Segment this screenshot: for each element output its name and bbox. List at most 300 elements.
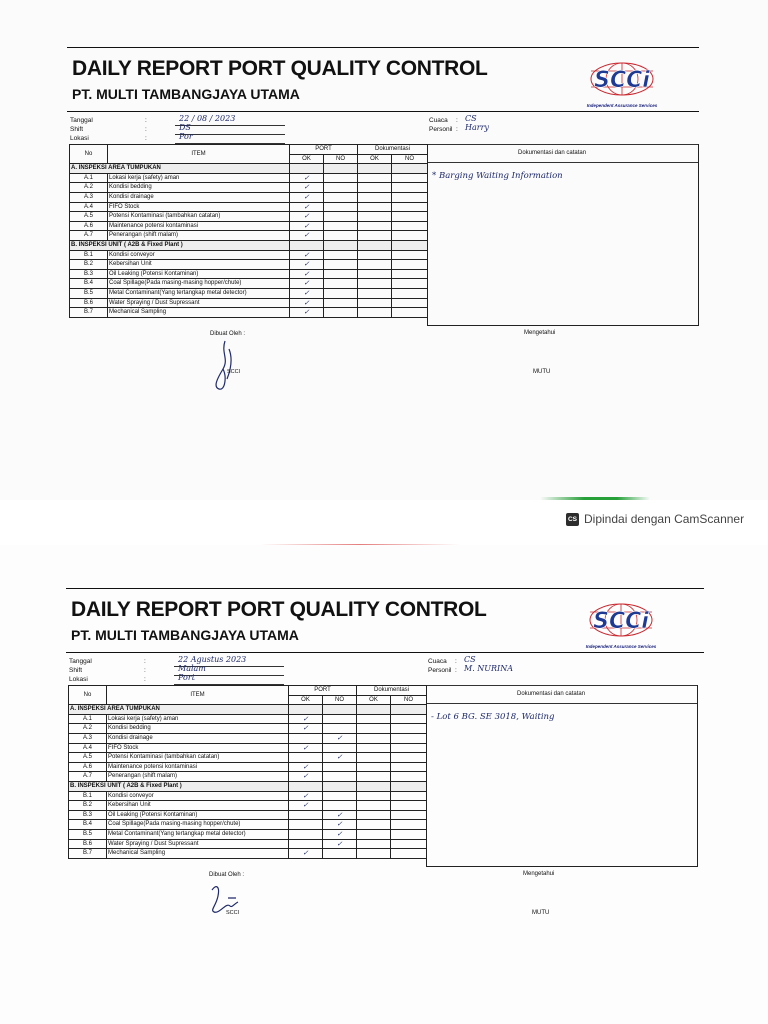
personil-label: Personil — [429, 126, 453, 133]
logo-tagline: Independent Assurance Services — [586, 103, 658, 108]
dok-no-mark[interactable] — [392, 173, 428, 183]
dok-ok-mark[interactable] — [358, 183, 392, 193]
dok-ok-mark[interactable] — [358, 202, 392, 212]
dok-no-mark[interactable] — [392, 308, 428, 318]
port-ok-mark[interactable]: ✓ — [290, 183, 324, 193]
shift-label: Shift — [70, 126, 84, 133]
lokasi-value: Por — [179, 132, 193, 141]
port-no-mark[interactable] — [324, 260, 358, 270]
port-no-header: NO — [323, 695, 357, 705]
col-port-header: PORT — [290, 145, 358, 155]
dok-ok-mark[interactable] — [358, 298, 392, 308]
port-no-mark[interactable] — [323, 801, 357, 811]
port-no-mark[interactable] — [324, 250, 358, 260]
item-no: A.2 — [69, 724, 107, 734]
dok-ok-mark[interactable] — [357, 839, 391, 849]
dok-no-mark[interactable] — [392, 250, 428, 260]
table-row — [70, 221, 428, 231]
item-no: A.3 — [70, 192, 108, 202]
item-name: Kondisi bedding — [107, 724, 289, 734]
table-row — [69, 753, 427, 763]
item-name: Water Spraying / Dust Supressant — [108, 298, 290, 308]
report-page-2 — [66, 588, 704, 948]
tanggal-colon: : — [144, 658, 146, 665]
lokasi-colon: : — [144, 676, 146, 683]
dok-ok-mark[interactable] — [358, 260, 392, 270]
item-name: Mechanical Sampling — [107, 849, 289, 859]
table-row — [70, 279, 428, 289]
table-row — [70, 202, 428, 212]
table-row — [69, 724, 427, 734]
notes-value[interactable]: * Barging Waiting Information — [432, 171, 563, 181]
dok-no-mark[interactable] — [392, 269, 428, 279]
notes-top-rule — [428, 144, 698, 145]
port-no-mark[interactable] — [323, 849, 357, 859]
cuaca-colon: : — [455, 658, 457, 665]
personil-colon: : — [455, 667, 457, 674]
dok-no-mark[interactable] — [392, 298, 428, 308]
dok-ok-mark[interactable] — [358, 192, 392, 202]
item-no: B.7 — [69, 849, 107, 859]
dok-no-mark[interactable] — [392, 288, 428, 298]
item-no: A.1 — [69, 714, 107, 724]
camscanner-watermark — [566, 512, 744, 526]
port-ok-mark[interactable]: ✓ — [290, 231, 324, 241]
port-ok-mark[interactable]: ✓ — [290, 221, 324, 231]
dok-ok-mark[interactable] — [357, 820, 391, 830]
section-cell — [323, 781, 357, 791]
item-no: B.3 — [70, 269, 108, 279]
tanggal-label: Tanggal — [69, 658, 92, 665]
item-name: Kebersihan Unit — [107, 801, 289, 811]
item-name: Lokasi kerja (safety) aman — [108, 173, 290, 183]
dok-no-mark[interactable] — [391, 801, 427, 811]
item-no: A.7 — [69, 772, 107, 782]
port-no-mark[interactable] — [323, 762, 357, 772]
cuaca-value: CS — [465, 114, 477, 123]
table-row — [70, 173, 428, 183]
col-item-header: ITEM — [108, 145, 290, 164]
dok-ok-mark[interactable] — [358, 250, 392, 260]
dok-no-mark[interactable] — [391, 829, 427, 839]
dok-no-mark[interactable] — [392, 183, 428, 193]
dok-no-mark[interactable] — [391, 743, 427, 753]
dok-ok-mark[interactable] — [357, 791, 391, 801]
section-cell — [324, 164, 358, 174]
port-no-mark[interactable] — [324, 298, 358, 308]
section-row — [70, 240, 428, 250]
item-name: Oil Leaking (Potensi Kontaminan) — [107, 810, 289, 820]
logo-tagline: Independent Assurance Services — [585, 644, 657, 649]
shift-value: DS — [179, 123, 191, 132]
section-cell — [324, 240, 358, 250]
section-row — [69, 705, 427, 715]
table-row — [69, 791, 427, 801]
dok-ok-mark[interactable] — [357, 714, 391, 724]
table-row — [70, 308, 428, 318]
port-no-mark[interactable] — [324, 288, 358, 298]
shift-value: Malam — [178, 664, 206, 673]
col-dokumentasi-header: Dokumentasi — [358, 145, 428, 155]
notes-header-rule — [428, 162, 698, 163]
cuaca-label: Cuaca — [428, 658, 447, 665]
table-row — [69, 810, 427, 820]
section-cell — [290, 240, 324, 250]
dok-no-mark[interactable] — [391, 762, 427, 772]
port-ok-mark[interactable]: ✓ — [289, 762, 323, 772]
item-name: Kondisi drainage — [108, 192, 290, 202]
table-row — [70, 192, 428, 202]
port-ok-mark[interactable]: ✓ — [290, 279, 324, 289]
mutu-sign-label: MUTU — [532, 910, 550, 916]
dok-no-mark[interactable] — [391, 714, 427, 724]
scci-sign-label: SCCI — [227, 369, 241, 375]
table-row — [70, 212, 428, 222]
globe-icon — [572, 61, 672, 103]
table-row — [70, 231, 428, 241]
port-ok-mark[interactable] — [289, 820, 323, 830]
section-title: A. INSPEKSI AREA TUMPUKAN — [69, 705, 289, 715]
report-page-1 — [67, 47, 699, 407]
checklist-table — [68, 685, 427, 859]
item-name: Oil Leaking (Potensi Kontaminan) — [108, 269, 290, 279]
dok-no-mark[interactable] — [391, 810, 427, 820]
item-name: Kondisi bedding — [108, 183, 290, 193]
section-cell — [392, 240, 428, 250]
lokasi-colon: : — [145, 135, 147, 142]
item-no: B.7 — [70, 308, 108, 318]
item-name: Coal Spillage(Pada masing-masing hopper/chute) — [108, 279, 290, 289]
dok-no-mark[interactable] — [392, 202, 428, 212]
dok-no-mark[interactable] — [392, 192, 428, 202]
item-no: B.1 — [70, 250, 108, 260]
table-row — [70, 269, 428, 279]
port-no-mark[interactable] — [324, 192, 358, 202]
item-no: B.6 — [69, 839, 107, 849]
port-no-mark[interactable]: ✓ — [323, 810, 357, 820]
table-row — [69, 820, 427, 830]
col-item-header: ITEM — [107, 686, 289, 705]
port-no-mark[interactable] — [324, 308, 358, 318]
item-no: A.7 — [70, 231, 108, 241]
port-no-mark[interactable] — [324, 212, 358, 222]
svg-text:SCCi: SCCi — [594, 68, 650, 93]
port-no-mark[interactable] — [324, 183, 358, 193]
port-ok-mark[interactable]: ✓ — [290, 269, 324, 279]
port-ok-mark[interactable]: ✓ — [289, 791, 323, 801]
port-no-mark[interactable] — [324, 202, 358, 212]
section-cell — [290, 164, 324, 174]
port-no-mark[interactable]: ✓ — [323, 733, 357, 743]
dok-ok-mark[interactable] — [357, 829, 391, 839]
table-row — [70, 250, 428, 260]
item-no: A.2 — [70, 183, 108, 193]
table-row — [69, 829, 427, 839]
port-ok-mark[interactable]: ✓ — [290, 250, 324, 260]
port-no-mark[interactable] — [323, 743, 357, 753]
item-no: A.4 — [70, 202, 108, 212]
port-no-mark[interactable]: ✓ — [323, 829, 357, 839]
item-no: B.5 — [70, 288, 108, 298]
personil-value: Harry — [465, 123, 489, 132]
dok-ok-mark[interactable] — [357, 743, 391, 753]
company-name: PT. MULTI TAMBANGJAYA UTAMA — [72, 86, 300, 102]
dok-ok-mark[interactable] — [357, 753, 391, 763]
col-dokumentasi-header: Dokumentasi — [357, 686, 427, 696]
dok-ok-mark[interactable] — [358, 231, 392, 241]
table-row — [70, 288, 428, 298]
table-row — [69, 849, 427, 859]
section-cell — [357, 781, 391, 791]
item-no: A.3 — [69, 733, 107, 743]
item-name: Coal Spillage(Pada masing-masing hopper/chute) — [107, 820, 289, 830]
dok-ok-header: OK — [358, 154, 392, 164]
section-row — [70, 164, 428, 174]
port-ok-mark[interactable] — [289, 810, 323, 820]
port-ok-mark[interactable]: ✓ — [289, 714, 323, 724]
item-no: B.2 — [70, 260, 108, 270]
notes-header: Dokumentasi dan catatan — [517, 691, 586, 697]
dok-no-mark[interactable] — [391, 753, 427, 763]
dok-no-mark[interactable] — [392, 221, 428, 231]
port-ok-mark[interactable]: ✓ — [289, 724, 323, 734]
port-no-mark[interactable] — [324, 279, 358, 289]
item-no: A.6 — [70, 221, 108, 231]
item-name: Maintenance potensi kontaminasi — [108, 221, 290, 231]
item-name: Metal Contaminant(Yang tertangkap metal detector) — [108, 288, 290, 298]
port-no-mark[interactable] — [323, 791, 357, 801]
dok-ok-mark[interactable] — [358, 173, 392, 183]
table-row — [69, 839, 427, 849]
col-port-header: PORT — [289, 686, 357, 696]
dok-no-mark[interactable] — [391, 849, 427, 859]
dok-no-mark[interactable] — [391, 724, 427, 734]
port-ok-mark[interactable] — [289, 839, 323, 849]
port-ok-mark[interactable]: ✓ — [290, 212, 324, 222]
dok-no-mark[interactable] — [391, 839, 427, 849]
cuaca-colon: : — [456, 117, 458, 124]
cuaca-value: CS — [464, 655, 476, 664]
item-name: Penerangan (shift malam) — [108, 231, 290, 241]
personil-value: M. NURINA — [464, 664, 513, 673]
shift-colon: : — [144, 667, 146, 674]
dok-ok-mark[interactable] — [358, 288, 392, 298]
tanggal-underline — [175, 125, 285, 126]
section-cell — [289, 705, 323, 715]
dibuat-oleh-label: Dibuat Oleh : — [209, 872, 245, 878]
table-row — [70, 183, 428, 193]
item-no: A.4 — [69, 743, 107, 753]
header-row — [69, 686, 427, 696]
port-ok-mark[interactable]: ✓ — [290, 260, 324, 270]
table-row — [70, 298, 428, 308]
port-no-mark[interactable]: ✓ — [323, 820, 357, 830]
checklist-table — [69, 144, 428, 318]
notes-value[interactable]: - Lot 6 BG. SE 3018, Waiting — [431, 712, 555, 722]
port-ok-mark[interactable]: ✓ — [289, 743, 323, 753]
page-top-rule — [67, 47, 699, 48]
notes-header-rule — [427, 703, 697, 704]
camscanner-label: Dipindai dengan CamScanner — [584, 512, 745, 526]
section-cell — [391, 705, 427, 715]
dok-no-mark[interactable] — [391, 791, 427, 801]
table-row — [70, 260, 428, 270]
notes-top-rule — [427, 685, 697, 686]
port-ok-mark[interactable] — [289, 753, 323, 763]
signature-scci — [206, 880, 246, 935]
section-cell — [357, 705, 391, 715]
port-ok-header: OK — [289, 695, 323, 705]
col-no-header: No — [70, 145, 108, 164]
mengetahui-label: Mengetahui — [524, 330, 556, 336]
dok-no-mark[interactable] — [392, 260, 428, 270]
port-no-mark[interactable] — [323, 714, 357, 724]
item-name: Lokasi kerja (safety) aman — [107, 714, 289, 724]
scci-logo — [571, 602, 671, 652]
item-no: A.6 — [69, 762, 107, 772]
table-row — [69, 714, 427, 724]
port-no-mark[interactable] — [324, 231, 358, 241]
section-title: B. INSPEKSI UNIT ( A2B & Fixed Plant ) — [70, 240, 290, 250]
personil-colon: : — [456, 126, 458, 133]
port-ok-mark[interactable]: ✓ — [290, 202, 324, 212]
dok-ok-mark[interactable] — [357, 801, 391, 811]
port-ok-mark[interactable] — [289, 829, 323, 839]
item-no: B.2 — [69, 801, 107, 811]
item-name: Water Spraying / Dust Supressant — [107, 839, 289, 849]
report-title: DAILY REPORT PORT QUALITY CONTROL — [72, 57, 488, 80]
section-cell — [289, 781, 323, 791]
port-no-mark[interactable] — [323, 772, 357, 782]
item-name: Kondisi conveyor — [107, 791, 289, 801]
scci-logo — [572, 61, 672, 111]
header-bottom-rule — [66, 652, 704, 653]
item-name: Mechanical Sampling — [108, 308, 290, 318]
dibuat-oleh-label: Dibuat Oleh : — [210, 331, 246, 337]
item-no: A.5 — [70, 212, 108, 222]
header-bottom-rule — [67, 111, 699, 112]
port-ok-mark[interactable]: ✓ — [289, 772, 323, 782]
table-row — [69, 733, 427, 743]
dok-no-mark[interactable] — [391, 820, 427, 830]
port-ok-mark[interactable]: ✓ — [289, 801, 323, 811]
dok-ok-mark[interactable] — [358, 221, 392, 231]
port-no-mark[interactable] — [324, 173, 358, 183]
item-name: FIFO Stock — [107, 743, 289, 753]
tanggal-value: 22 / 08 / 2023 — [179, 114, 236, 123]
port-no-mark[interactable]: ✓ — [323, 839, 357, 849]
lokasi-label: Lokasi — [69, 676, 88, 683]
port-ok-mark[interactable]: ✓ — [290, 308, 324, 318]
company-name: PT. MULTI TAMBANGJAYA UTAMA — [71, 627, 299, 643]
lokasi-label: Lokasi — [70, 135, 89, 142]
port-no-mark[interactable] — [324, 221, 358, 231]
section-cell — [358, 240, 392, 250]
shift-label: Shift — [69, 667, 83, 674]
signature-scci — [207, 339, 247, 394]
mutu-sign-label: MUTU — [533, 369, 551, 375]
item-name: Kondisi drainage — [107, 733, 289, 743]
dok-ok-mark[interactable] — [357, 772, 391, 782]
dok-ok-mark[interactable] — [357, 724, 391, 734]
dok-ok-mark[interactable] — [358, 212, 392, 222]
port-ok-mark[interactable]: ✓ — [290, 298, 324, 308]
tanggal-value: 22 Agustus 2023 — [178, 655, 247, 664]
dok-no-mark[interactable] — [391, 772, 427, 782]
item-no: B.3 — [69, 810, 107, 820]
item-no: B.4 — [69, 820, 107, 830]
dok-ok-mark[interactable] — [357, 849, 391, 859]
item-no: B.6 — [70, 298, 108, 308]
port-ok-mark[interactable] — [289, 733, 323, 743]
item-no: A.1 — [70, 173, 108, 183]
item-name: Potensi Kontaminasi (tambahkan catatan) — [107, 753, 289, 763]
dok-ok-mark[interactable] — [357, 762, 391, 772]
item-name: Metal Contaminant(Yang tertangkap metal detector) — [107, 829, 289, 839]
port-no-mark[interactable]: ✓ — [323, 753, 357, 763]
dok-no-header: NO — [392, 154, 428, 164]
scan-artifact-red — [260, 544, 460, 545]
table-row — [69, 801, 427, 811]
port-no-mark[interactable] — [323, 724, 357, 734]
item-name: Kondisi conveyor — [108, 250, 290, 260]
dok-no-header: NO — [391, 695, 427, 705]
port-ok-mark[interactable]: ✓ — [290, 192, 324, 202]
dok-no-mark[interactable] — [392, 212, 428, 222]
mengetahui-label: Mengetahui — [523, 871, 555, 877]
tanggal-label: Tanggal — [70, 117, 93, 124]
notes-header: Dokumentasi dan catatan — [518, 150, 587, 156]
col-no-header: No — [69, 686, 107, 705]
item-name: Penerangan (shift malam) — [107, 772, 289, 782]
scci-sign-label: SCCI — [226, 910, 240, 916]
table-row — [69, 762, 427, 772]
port-ok-mark[interactable]: ✓ — [289, 849, 323, 859]
item-name: Maintenance potensi kontaminasi — [107, 762, 289, 772]
dok-no-mark[interactable] — [392, 279, 428, 289]
port-ok-mark[interactable]: ✓ — [290, 288, 324, 298]
port-ok-mark[interactable]: ✓ — [290, 173, 324, 183]
port-ok-header: OK — [290, 154, 324, 164]
table-row — [69, 772, 427, 782]
dok-ok-mark[interactable] — [358, 279, 392, 289]
cuaca-label: Cuaca — [429, 117, 448, 124]
lokasi-value: Port — [178, 673, 195, 682]
port-no-mark[interactable] — [324, 269, 358, 279]
notes-panel — [426, 685, 698, 867]
dok-ok-mark[interactable] — [357, 733, 391, 743]
item-name: Kebersihan Unit — [108, 260, 290, 270]
section-cell — [392, 164, 428, 174]
item-name: FIFO Stock — [108, 202, 290, 212]
item-no: B.5 — [69, 829, 107, 839]
item-no: A.5 — [69, 753, 107, 763]
section-row — [69, 781, 427, 791]
globe-icon — [571, 602, 671, 644]
dok-ok-mark[interactable] — [358, 308, 392, 318]
dok-ok-header: OK — [357, 695, 391, 705]
dok-ok-mark[interactable] — [358, 269, 392, 279]
dok-ok-mark[interactable] — [357, 810, 391, 820]
scan-artifact-green — [540, 497, 650, 500]
dok-no-mark[interactable] — [392, 231, 428, 241]
dok-no-mark[interactable] — [391, 733, 427, 743]
shift-colon: : — [145, 126, 147, 133]
item-no: B.4 — [70, 279, 108, 289]
svg-text:SCCi: SCCi — [593, 609, 649, 634]
report-title: DAILY REPORT PORT QUALITY CONTROL — [71, 598, 487, 621]
section-title: B. INSPEKSI UNIT ( A2B & Fixed Plant ) — [69, 781, 289, 791]
